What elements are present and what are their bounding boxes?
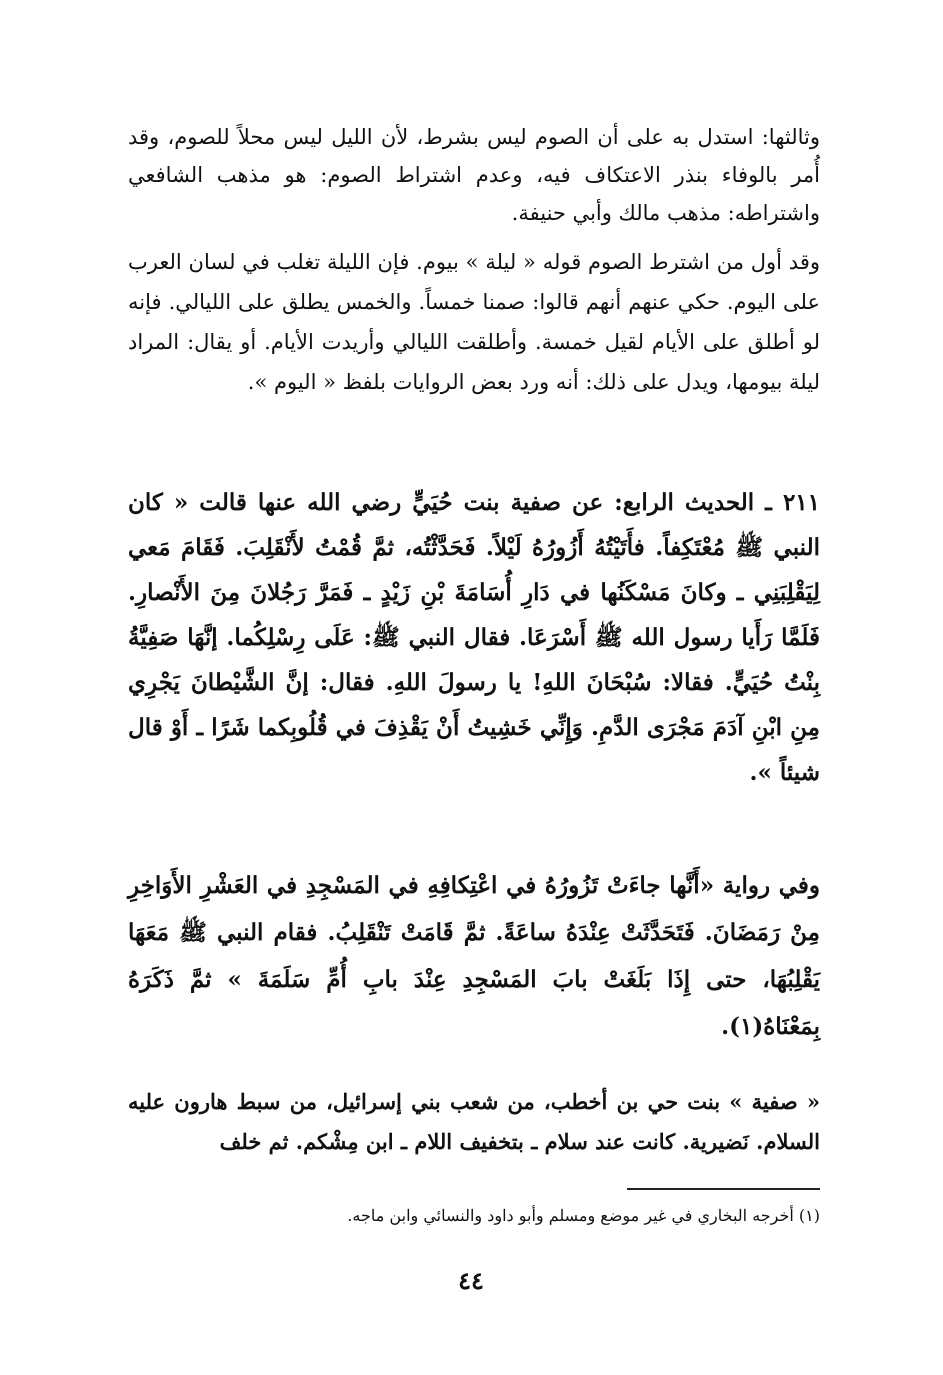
page-number: ٤٤	[458, 1266, 484, 1295]
footnote-separator	[627, 1188, 820, 1190]
paragraph-other-narration: وفي رواية «أَنَّها جاءَتْ تَزُورُهُ في اعْتِكافِهِ في المَسْجِدِ في العَشْرِ الأَوَاخِرِ مِنْ رَمَضَانَ. فَتَحَدَّثَتْ عِنْدَهُ ساعَةً. ثمَّ قَامَتْ تَنْقَلِبُ. فقام النبي ﷺ مَعَهَا يَقْلِبُهَا، حتى إِذَا بَلَغَتْ بابَ المَسْجِدِ عِنْدَ بابِ أُمِّ سَلَمَةَ » ثمَّ ذَكَرَهُ بِمَعْنَاهُ(١).	[128, 872, 820, 1040]
footnote: (١) أخرجه البخاري في غير موضع ومسلم وأبو داود والنسائي وابن ماجه.	[347, 1206, 820, 1225]
paragraph-safiyya-biography: « صفية » بنت حي بن أخطب، من شعب بني إسرائيل، من سبط هارون عليه السلام. نَضيرية. كانت عند سلام ـ بتخفيف اللام ـ ابن مِشْكم. ثم خلف	[128, 1089, 820, 1154]
paragraph-hadith-211: ٢١١ ـ الحديث الرابع: عن صفية بنت حُيَيٍّ رضي الله عنها قالت « كان النبي ﷺ مُعْتَكِفاً. فأَتَيْتُهُ أَزُورُهُ لَيْلاً. فَحَدَّثْتُه، ثمَّ قُمْتُ لأَنْقَلِبَ. فَقَامَ مَعي لِيَقْلِبَنِي ـ وكانَ مَسْكَنُها في دَارِ أُسَامَةَ بْنِ زَيْدٍ ـ فَمَرَّ رَجُلانَ مِنَ الأَنْصارِ. فَلَمَّا رَأَيا رسول الله ﷺ أَسْرَعَا. فقال النبي ﷺ: عَلَى رِسْلِكُما. إنَّهَا صَفِيَّةُ بِنْتُ حُيَيٍّ. فقالا: سُبْحَانَ اللهِ! يا رسولَ اللهِ. فقال: إنَّ الشَّيْطانَ يَجْرِي مِنِ ابْنِ آدَمَ مَجْرَى الدَّمِ. وَإِنِّي خَشِيتُ أَنْ يَقْذِفَ في قُلُوبِكما شَرًا ـ أَوْ قال شيئاً ».	[128, 489, 820, 786]
paragraph-third-opinion: وثالثها: استدل به على أن الصوم ليس بشرط، لأن الليل ليس محلاً للصوم، وقد أُمر بالوفاء بنذر الاعتكاف فيه، وعدم اشتراط الصوم: هو مذهب الشافعي واشتراطه: مذهب مالك وأبي حنيفة.	[128, 125, 820, 225]
paragraph-night-interpretation: وقد أول من اشترط الصوم قوله « ليلة » بيوم. فإن الليلة تغلب في لسان العرب على اليوم. حكي عنهم أنهم قالوا: صمنا خمساً. والخمس يطلق على الليالي. فإنه لو أطلق على الأيام لقيل خمسة. وأطلقت الليالي وأريدت الأيام. أو يقال: المراد ليلة بيومها، ويدل على ذلك: أنه ورد بعض الروايات بلفظ « اليوم ».	[128, 250, 820, 394]
